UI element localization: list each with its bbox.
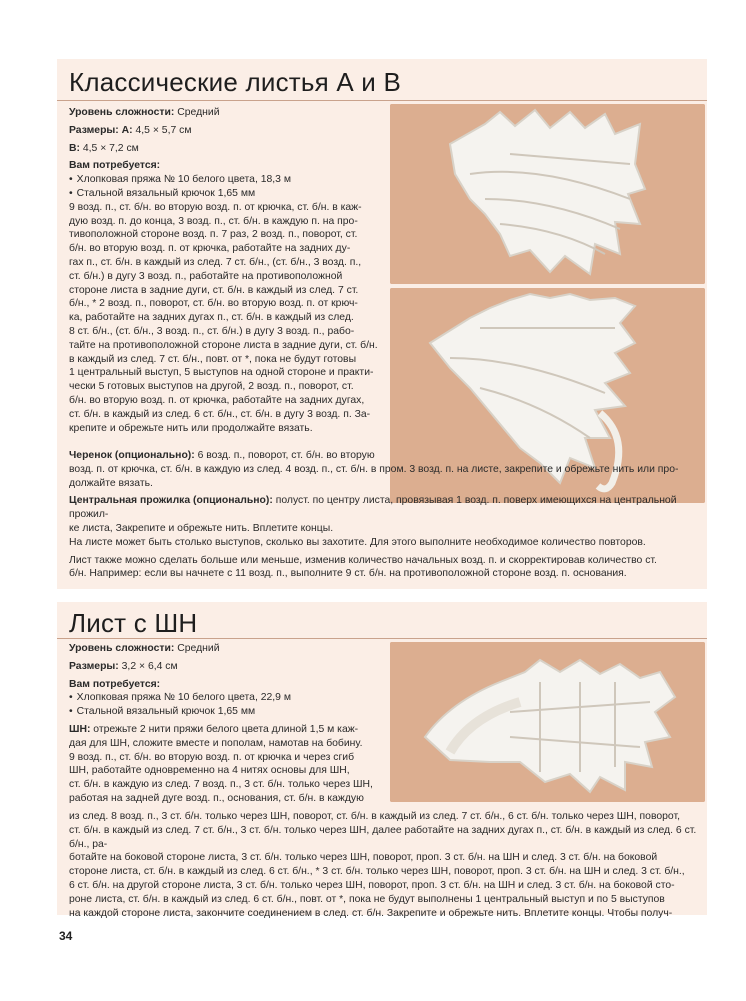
material-item: • Стальной вязальный крючок 1,65 мм (69, 187, 389, 201)
level-label: Уровень сложности: (69, 643, 175, 654)
section-classic-leaves (57, 59, 707, 589)
instruction-line: гах п., ст. б/н. в каждый из след. 7 ст. б/н., (ст. б/н., 3 возд. п., (69, 256, 362, 268)
stem-text: должайте вязать. (69, 477, 153, 489)
instruction-line: 9 возд. п., ст. б/н. во вторую возд. п. от крючка, ст. б/н. в каж- (69, 201, 362, 213)
instruction-line: работая на задней дуге возд. п., основания, ст. б/н. в каждую (69, 792, 364, 804)
instruction-line: ШН, работайте одновременно на 4 нитях основы для ШН, (69, 765, 350, 777)
vein-text: полуст. по центру листа, провязывая 1 возд. п. поверх имеющихся на центральной прожил- (69, 495, 677, 521)
sh-label: ШН: (69, 723, 91, 735)
size-b-value: 4,5 × 7,2 см (82, 142, 139, 154)
instruction-line: ботайте на боковой стороне листа, 3 ст. б/н. только через ШН, поворот, проп. 3 ст. б/н. на ШН и след. 3 ст. б/н. на боковой (69, 852, 658, 864)
material-item: • Стальной вязальный крючок 1,65 мм (69, 705, 391, 719)
stem-text: 6 возд. п., поворот, ст. б/н. во вторую (194, 450, 375, 461)
pattern-specs (69, 642, 391, 806)
level-value: Средний (177, 107, 220, 118)
vein-label: Центральная прожилка (опционально): (69, 495, 273, 507)
instruction-line: б/н. во вторую возд. п. от крючка, работайте на задних дугах, (69, 394, 365, 406)
materials-label: Вам потребуется: (69, 678, 161, 690)
note-text: б/н. Например: если вы начнете с 11 возд. п., выполните 9 ст. б/н. на противоположной стороне возд. п. основания. (69, 568, 627, 580)
instruction-line: на каждой стороне листа, закончите соединением в след. ст. б/н. Закрепите и обрежьте нить. Вплетите концы. Чтобы получ- (69, 907, 673, 919)
sizes-value: 3,2 × 6,4 см (121, 660, 178, 672)
sh-leaf-photo (390, 642, 705, 802)
note-text: Лист также можно сделать больше или меньше, изменив количество начальных возд. п. и скорректировав количество ст. (69, 554, 657, 566)
size-a-label: А: (121, 124, 133, 136)
instruction-line: 6 ст. б/н. на другой стороне листа, 3 ст. б/н. только через ШН, поворот, проп. 3 ст. б/н. на ШН и след. 3 ст. б/н. на боковой сто- (69, 879, 675, 891)
section-title: Лист с ШН (69, 608, 198, 638)
section-title: Классические листья А и В (69, 67, 401, 97)
sizes-label: Размеры: (69, 124, 119, 136)
note-text: На листе может быть столько выступов, сколько вы захотите. Для этого выполните необходимое количество повторов. (69, 536, 646, 548)
material-item: • Хлопковая пряжа № 10 белого цвета, 22,9 м (69, 691, 391, 705)
stem-section (69, 449, 699, 581)
instruction-line: б/н., * 2 возд. п., поворот, ст. б/н. во вторую возд. п. от крюч- (69, 298, 358, 310)
instruction-line: 9 возд. п., ст. б/н. во вторую возд. п. от крючка и через сгиб (69, 751, 355, 763)
title-divider (57, 638, 707, 639)
size-a-value: 4,5 × 5,7 см (135, 124, 192, 136)
level-value: Средний (177, 643, 220, 654)
sizes-label: Размеры: (69, 660, 119, 672)
stem-text: возд. п. от крючка, ст. б/н. в каждую из след. 4 возд. п., ст. б/н. в пром. 3 возд. п. на листе, закрепите и обрежьте нить или про- (69, 463, 679, 475)
instruction-line: ст. б/н.) в дугу 3 возд. п., работайте на противоположной (69, 270, 343, 282)
instruction-line: стороне листа в задние дуги, ст. б/н. в каждый из след. 7 ст. (69, 284, 359, 296)
instruction-line: дая для ШН, сложите вместе и пополам, намотав на бобину. (69, 737, 363, 749)
instruction-line: из след. 8 возд. п., 3 ст. б/н. только через ШН, поворот, ст. б/н. в каждый из след. 7 ст. б/н., 6 ст. б/н. только через ШН, поворот, (69, 811, 680, 822)
material-item: • Хлопковая пряжа № 10 белого цвета, 18,3 м (69, 173, 389, 187)
instruction-line: дую возд. п. до конца, 3 возд. п., ст. б/н. в каждую п. на про- (69, 215, 358, 227)
instruction-line: роне листа, ст. б/н. в каждый из след. 6 ст. б/н., повт. от *, пока не будут выполнены 1 центральный выступ и по 5 выступов (69, 893, 665, 905)
stem-label: Черенок (опционально): (69, 450, 195, 461)
instruction-line: тивоположной стороне возд. п. 7 раз, 2 возд. п., поворот, ст. (69, 229, 358, 241)
instruction-line: ст. б/н. в каждый из след. 7 ст. б/н., 3 ст. б/н. только через ШН, далее работайте на задних дугах п., ст. б/н. в каждый из след. 6 ст. б/н., ра- (69, 824, 697, 850)
leaf-a-photo (390, 104, 705, 284)
instruction-line: отрежьте 2 нити пряжи белого цвета длиной 1,5 м каж- (90, 723, 359, 735)
instruction-wide (69, 810, 701, 920)
instruction-line: чески 5 готовых выступов на другой, 2 возд. п., поворот, ст. (69, 381, 354, 393)
instruction-line: ст. б/н. в каждую из след. 7 возд. п., 3 ст. б/н. только через ШН, (69, 779, 373, 791)
pattern-specs (69, 106, 389, 435)
instruction-line: ка, работайте на задних дугах п., ст. б/н. в каждый из след. (69, 312, 354, 324)
section-sh-leaf (57, 602, 707, 919)
level-label: Уровень сложности: (69, 107, 175, 118)
instruction-line: в каждый из след. 7 ст. б/н., повт. от *, пока не будут готовы (69, 353, 357, 365)
instruction-line: 8 ст. б/н., (ст. б/н., 3 возд. п., ст. б/н.) в дугу 3 возд. п., рабо- (69, 325, 355, 337)
sh-leaf-image (390, 642, 705, 802)
title-divider (57, 100, 707, 101)
materials-label: Вам потребуется: (69, 160, 161, 172)
instruction-line: ст. б/н. в каждый из след. 6 ст. б/н., ст. б/н. в дугу 3 возд. п. За- (69, 408, 371, 420)
instruction-line: б/н. во вторую возд. п. от крючка, работайте на задних ду- (69, 243, 351, 255)
page-number: 34 (59, 929, 73, 943)
instruction-line: 1 центральный выступ, 5 выступов на одной стороне и практи- (69, 367, 374, 379)
instruction-line: крепите и обрежьте нить или продолжайте вязать. (69, 422, 313, 434)
size-b-label: В: (69, 142, 80, 154)
vein-text: ке листа, Закрепите и обрежьте нить. Вплетите концы. (69, 522, 334, 534)
instruction-line: тайте на противоположной стороне листа в задние дуги, ст. б/н. (69, 339, 378, 351)
instruction-line: стороне листа, ст. б/н. в каждый из след. 6 ст. б/н., * 3 ст. б/н. только через ШН, поворот, проп. 3 ст. б/н. на ШН и след. 3 ст. б/н., (69, 866, 685, 878)
leaf-a-image (390, 104, 705, 284)
